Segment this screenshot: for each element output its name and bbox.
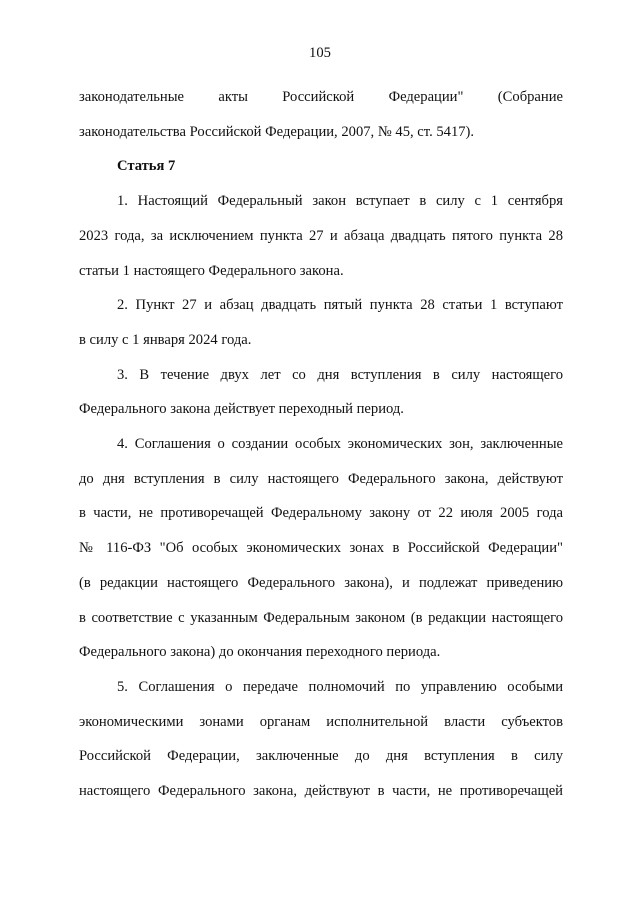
item-4-line-5: (в редакции настоящего Федерального закона), и подлежат приведению [79,574,563,591]
article-item-4 [79,427,563,670]
article-item-3 [79,358,563,427]
item-2-line-2: в силу с 1 января 2024 года. [79,331,252,348]
item-3-line-1: 3. В течение двух лет со дня вступления в силу настоящего [117,366,563,383]
article-item-2 [79,288,563,357]
continued-paragraph-line-1: законодательные акты Российской Федерации" (Собрание [79,89,563,105]
article-item-1 [79,184,563,288]
item-2-line-1: 2. Пункт 27 и абзац двадцать пятый пункта 28 статьи 1 вступают [117,297,563,314]
item-4-line-3: в части, не противоречащей Федеральному закону от 22 июля 2005 года [79,505,563,522]
article-title: Статья 7 [117,158,176,175]
item-5-line-4: настоящего Федерального закона, действуют в части, не противоречащей [79,783,563,800]
item-1-line-1: 1. Настоящий Федеральный закон вступает в силу с 1 сентября [117,193,563,210]
article-item-5 [79,670,563,809]
continued-paragraph-line-2: законодательства Российской Федерации, 2007, № 45, ст. 5417). [79,123,475,140]
item-4-line-4: № 116-ФЗ "Об особых экономических зонах в Российской Федерации" [79,540,563,557]
item-1-line-3: статьи 1 настоящего Федерального закона. [79,262,344,279]
page-number: 105 [309,45,331,61]
item-5-line-1: 5. Соглашения о передаче полномочий по управлению особыми [117,678,563,695]
document-body [79,80,563,809]
item-4-line-2: до дня вступления в силу настоящего Федерального закона, действуют [79,470,563,487]
item-4-line-6: в соответствие с указанным Федеральным законом (в редакции настоящего [79,609,563,626]
item-5-line-2: экономическими зонами органам исполнительной власти субъектов [79,713,563,730]
item-3-line-2: Федерального закона действует переходный период. [79,401,404,418]
item-4-line-1: 4. Соглашения о создании особых экономических зон, заключенные [117,436,563,453]
item-5-line-3: Российской Федерации, заключенные до дня вступления в силу [79,748,563,765]
item-4-line-7: Федерального закона) до окончания переходного периода. [79,644,441,661]
item-1-line-2: 2023 года, за исключением пункта 27 и абзаца двадцать пятого пункта 28 [79,227,563,244]
